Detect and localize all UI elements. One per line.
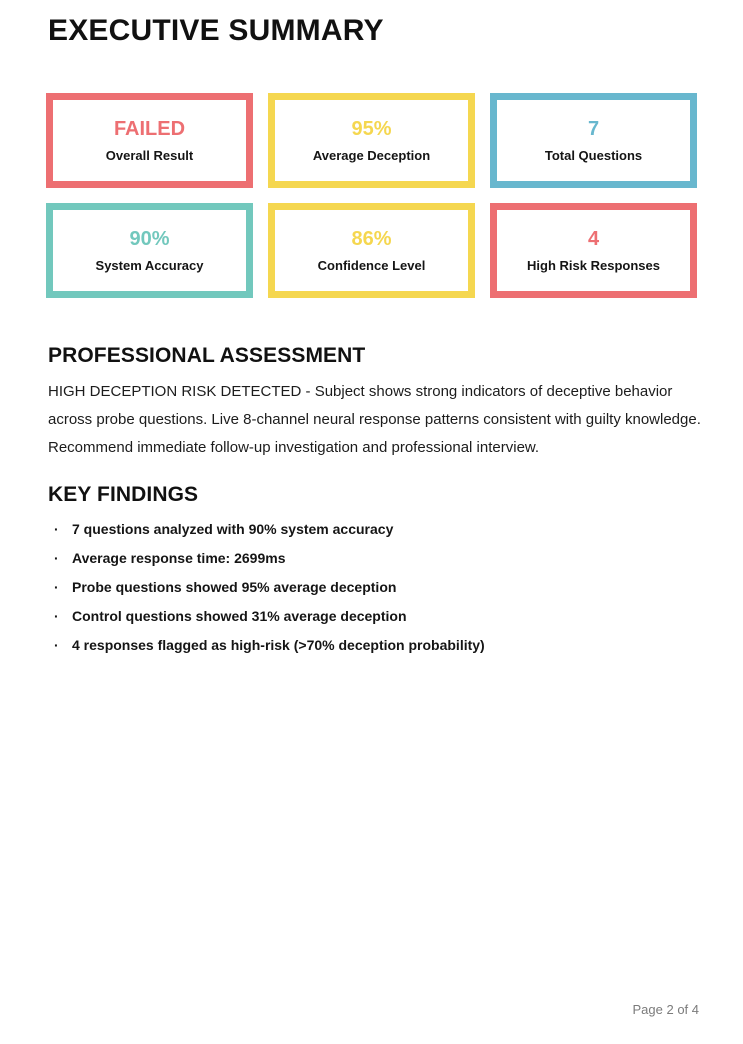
assessment-section: [48, 345, 703, 462]
finding-item: [48, 602, 703, 631]
finding-text: Average response time: 2699ms: [72, 550, 286, 566]
finding-text: Control questions showed 31% average deception: [72, 608, 407, 624]
page-title: EXECUTIVE SUMMARY: [48, 14, 384, 47]
metric-card-total-questions: [490, 93, 697, 188]
finding-item: [48, 631, 703, 660]
bullet-dot: ·: [54, 579, 59, 595]
metric-value: 4: [587, 227, 600, 250]
bullet-dot: ·: [54, 637, 59, 653]
metric-label: Average Deception: [312, 147, 431, 163]
metric-label: Overall Result: [105, 147, 194, 163]
metric-label: Total Questions: [544, 147, 643, 163]
metric-value: 7: [587, 117, 600, 140]
metric-label: System Accuracy: [95, 257, 204, 273]
finding-item: [48, 573, 703, 602]
metric-value: FAILED: [113, 117, 186, 140]
metrics-grid: [46, 93, 697, 298]
findings-section: [48, 484, 703, 660]
metric-card-average-deception: [268, 93, 475, 188]
bullet-dot: ·: [54, 550, 59, 566]
finding-item: [48, 544, 703, 573]
metric-label: Confidence Level: [317, 257, 426, 273]
findings-list: [48, 515, 703, 660]
metric-label: High Risk Responses: [527, 257, 660, 273]
metric-card-confidence-level: [268, 203, 475, 298]
metric-card-overall-result: [46, 93, 253, 188]
metric-card-system-accuracy: [46, 203, 253, 298]
metric-value: 86%: [351, 227, 392, 250]
metric-value: 90%: [129, 227, 170, 250]
metric-card-high-risk-responses: [490, 203, 697, 298]
metric-value: 95%: [351, 117, 392, 140]
finding-text: 4 responses flagged as high-risk (>70% deception probability): [72, 637, 485, 653]
finding-item: [48, 515, 703, 544]
findings-heading: KEY FINDINGS: [48, 483, 199, 506]
assessment-body: HIGH DECEPTION RISK DETECTED - Subject shows strong indicators of deceptive behavior across probe questions. Live 8-channel neural response patterns consistent with guilty knowledge. Recommend immediate follow-up investigation and professional interview.: [48, 383, 701, 456]
finding-text: Probe questions showed 95% average deception: [72, 579, 397, 595]
bullet-dot: ·: [54, 608, 59, 624]
bullet-dot: ·: [54, 521, 59, 537]
assessment-heading: PROFESSIONAL ASSESSMENT: [48, 344, 366, 367]
page-number: Page 2 of 4: [632, 1002, 699, 1017]
finding-text: 7 questions analyzed with 90% system accuracy: [72, 521, 394, 537]
